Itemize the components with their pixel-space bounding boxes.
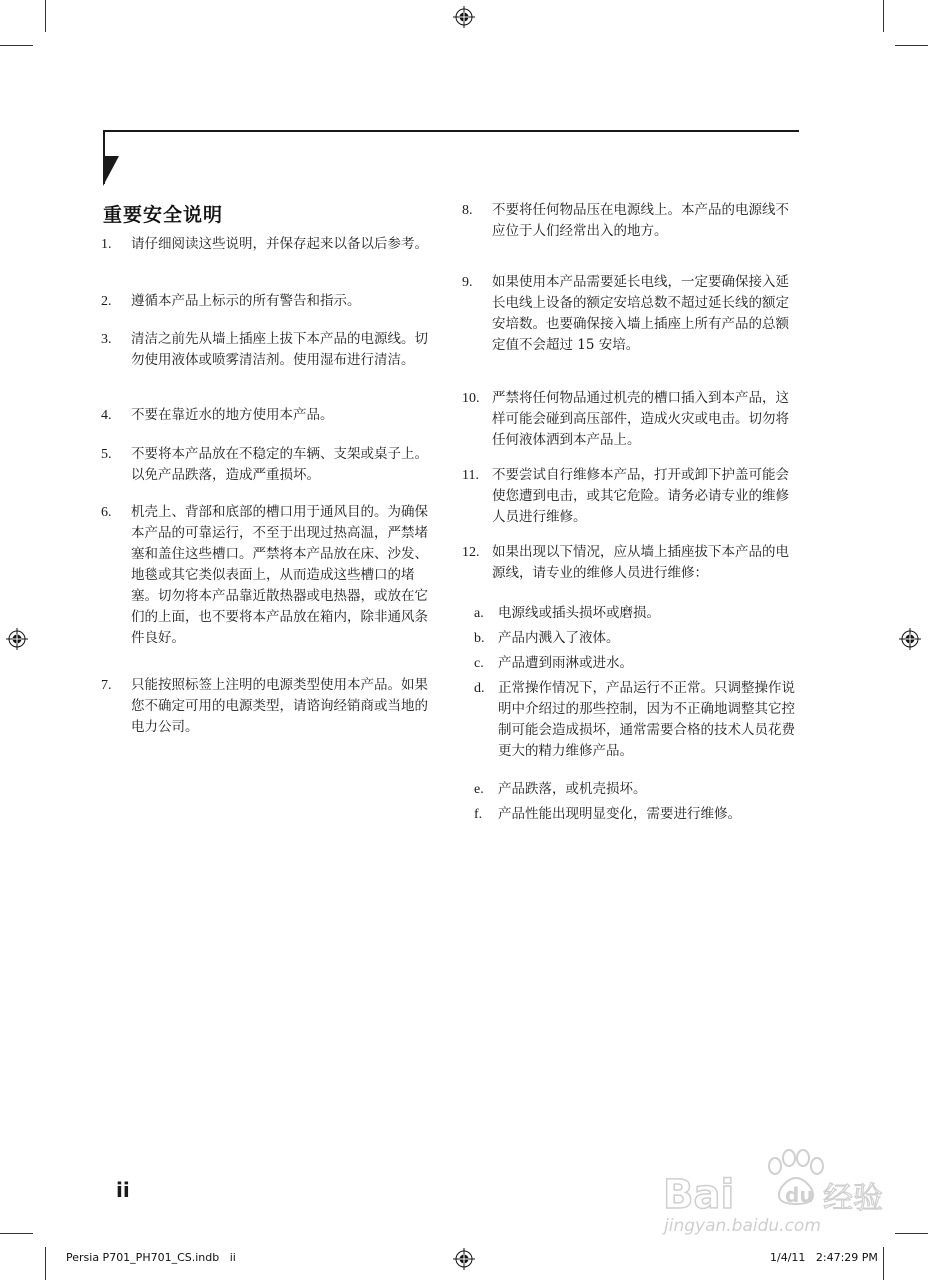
list-item (101, 675, 441, 739)
list-item (462, 465, 802, 529)
sub-list-item (474, 628, 804, 650)
sub-item-letter: d. (474, 681, 485, 696)
list-item (101, 502, 441, 662)
item-text: 机壳上、背部和底部的槽口用于通风目的。为确保本产品的可靠运行，不至于出现过热高温，严禁堵塞和盖住这些槽口。严禁将本产品放在床、沙发、地毯或其它类似表面上，从而造成这些槽口的堵塞。切勿将本产品靠近散热器或电热器，或放在它们的上面，也不要将本产品放在箱内，除非通风条件良好。 (131, 504, 428, 646)
svg-text:经验: 经验 (823, 1181, 883, 1216)
sub-item-text: 产品内溅入了液体。 (498, 630, 620, 646)
item-text: 不要将本产品放在不稳定的车辆、支架或桌子上。以免产品跌落，造成严重损坏。 (131, 446, 428, 483)
sub-list-item (474, 804, 804, 826)
sub-item-letter: b. (474, 631, 485, 646)
crop-mark-bottom-right-v (883, 1247, 884, 1280)
list-item (462, 388, 802, 452)
slug-file-name: Persia P701_PH701_CS.indb ii (66, 1251, 236, 1264)
crop-mark-bottom-left-h (0, 1233, 33, 1234)
item-text: 严禁将任何物品通过机壳的槽口插入到本产品，这样可能会碰到高压部件，造成火灾或电击。切勿将任何液体洒到本产品上。 (492, 390, 789, 448)
item-text: 不要在靠近水的地方使用本产品。 (131, 407, 334, 423)
item-number: 10. (462, 391, 480, 406)
registration-mark-icon-right (899, 628, 921, 650)
sub-item-text: 电源线或插头损坏或磨损。 (498, 605, 660, 621)
crop-mark-bottom-left-v (45, 1247, 46, 1280)
header-rule (103, 130, 799, 132)
item-text: 只能按照标签上注明的电源类型使用本产品。如果您不确定可用的电源类型，请谘询经销商或当地的电力公司。 (131, 677, 428, 735)
list-item (101, 405, 441, 427)
item-number: 7. (101, 678, 112, 693)
svg-text:Bai: Bai (663, 1172, 735, 1218)
page-title: 重要安全说明 (103, 204, 224, 226)
svg-text:du: du (785, 1183, 814, 1207)
item-number: 6. (101, 505, 112, 520)
list-item (462, 272, 802, 378)
sub-item-letter: e. (474, 782, 484, 797)
sub-item-letter: f. (474, 807, 483, 822)
sub-list-item (474, 678, 804, 774)
item-text: 如果使用本产品需要延长电线，一定要确保接入延长电线上设备的额定安培总数不超过延长线的额定安培数。也要确保接入墙上插座上所有产品的总额定值不会超过 15 安培。 (492, 274, 789, 353)
sub-list-item (474, 603, 804, 625)
item-number: 2. (101, 294, 112, 309)
list-item (101, 291, 441, 313)
item-text: 不要尝试自行维修本产品，打开或卸下护盖可能会使您遭到电击，或其它危险。请务必请专业的维修人员进行维修。 (492, 467, 789, 525)
item-number: 4. (101, 408, 112, 423)
slug-timestamp: 1/4/11 2:47:29 PM (770, 1251, 878, 1264)
item-text: 请仔细阅读这些说明，并保存起来以备以后参考。 (131, 236, 428, 252)
crop-mark-top-left-h (0, 45, 33, 46)
item-number: 1. (101, 237, 112, 252)
item-text: 清洁之前先从墙上插座上拔下本产品的电源线。切勿使用液体或喷雾清洁剂。使用湿布进行清洁。 (131, 331, 428, 368)
sub-list-item (474, 779, 804, 801)
item-number: 11. (462, 468, 479, 483)
item-text: 如果出现以下情况，应从墙上插座拔下本产品的电源线，请专业的维修人员进行维修： (492, 544, 789, 581)
sub-item-text: 产品性能出现明显变化，需要进行维修。 (498, 806, 741, 822)
list-item (101, 329, 441, 393)
item-number: 3. (101, 332, 112, 347)
registration-mark-icon-top (453, 6, 475, 28)
item-number: 12. (462, 545, 480, 560)
crop-mark-top-right-h (895, 45, 928, 46)
sub-item-letter: c. (474, 656, 484, 671)
sub-item-letter: a. (474, 606, 484, 621)
list-item (462, 542, 802, 586)
crop-mark-top-left-v (45, 0, 46, 32)
list-item (101, 444, 441, 488)
item-number: 5. (101, 447, 112, 462)
crop-mark-bottom-right-h (895, 1233, 928, 1234)
page-number: ii (116, 1178, 130, 1202)
item-number: 8. (462, 203, 473, 218)
sub-item-text: 产品遭到雨淋或进水。 (498, 655, 633, 671)
crop-mark-top-right-v (883, 0, 884, 32)
watermark-url: jingyan.baidu.com (664, 1216, 821, 1236)
item-number: 9. (462, 275, 473, 290)
list-item (101, 234, 441, 278)
list-item (462, 200, 802, 244)
sub-item-text: 产品跌落，或机壳损坏。 (498, 781, 647, 797)
item-text: 不要将任何物品压在电源线上。本产品的电源线不应位于人们经常出入的地方。 (492, 202, 789, 239)
registration-mark-icon-bottom (453, 1248, 475, 1270)
sub-list-item (474, 653, 804, 675)
header-triangle-icon (103, 156, 119, 186)
item-text: 遵循本产品上标示的所有警告和指示。 (131, 293, 361, 309)
sub-item-text: 正常操作情况下，产品运行不正常。只调整操作说明中介绍过的那些控制，因为不正确地调整其它控制可能会造成损坏，通常需要合格的技术人员花费更大的精力维修产品。 (498, 680, 795, 759)
registration-mark-icon-left (6, 628, 28, 650)
